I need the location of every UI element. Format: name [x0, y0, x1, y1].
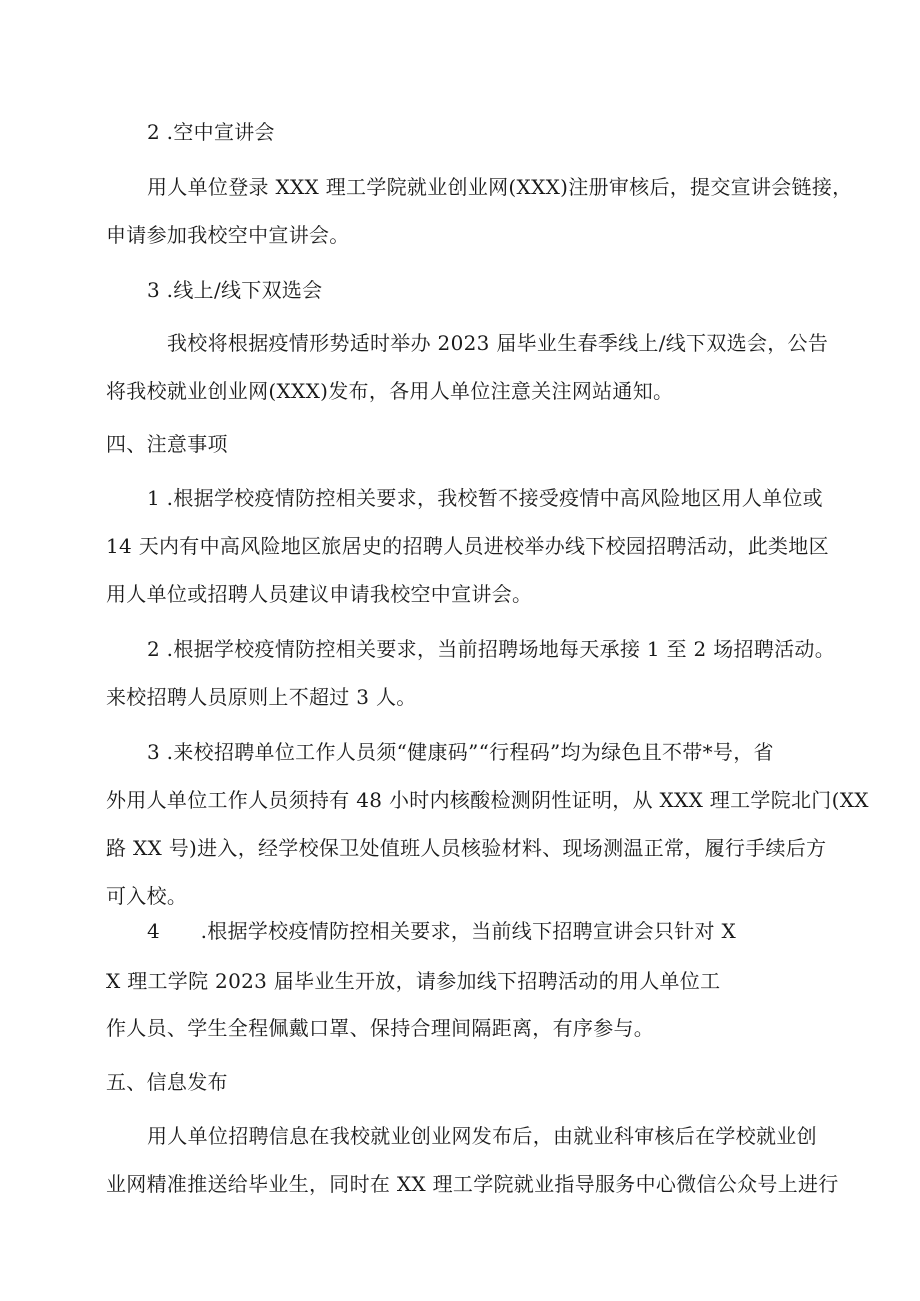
paragraph-line: 2 .根据学校疫情防控相关要求，当前招聘场地每天承接 1 至 2 场招聘活动。 — [147, 637, 836, 661]
paragraph-line: 将我校就业创业网(XXX)发布，各用人单位注意关注网站通知。 — [106, 379, 674, 403]
paragraph-line: 我校将根据疫情形势适时举办 2023 届毕业生春季线上/线下双选会，公告 — [167, 331, 829, 355]
paragraph-line: 用人单位招聘信息在我校就业创业网发布后，由就业科审核后在学校就业创 — [147, 1124, 817, 1148]
section-heading-job-fair: 3 .线上/线下双选会 — [147, 278, 323, 302]
paragraph-line: 业网精准推送给毕业生，同时在 XX 理工学院就业指导服务中心微信公众号上进行 — [106, 1172, 839, 1196]
paragraph-line: 4 .根据学校疫情防控相关要求，当前线下招聘宣讲会只针对 X — [147, 919, 736, 943]
section-heading-air-presentation: 2 .空中宣讲会 — [147, 120, 275, 144]
paragraph-line: 作人员、学生全程佩戴口罩、保持合理间隔距离，有序参与。 — [106, 1016, 655, 1040]
paragraph-line: 申请参加我校空中宣讲会。 — [106, 223, 350, 247]
paragraph-line: 3 .来校招聘单位工作人员须“健康码”“行程码”均为绿色且不带*号，省 — [147, 740, 774, 764]
section-heading-info-release: 五、信息发布 — [106, 1070, 228, 1094]
paragraph-line: 路 XX 号)进入，经学校保卫处值班人员核验材料、现场测温正常，履行手续后方 — [106, 836, 827, 860]
paragraph-line: 用人单位登录 XXX 理工学院就业创业网(XXX)注册审核后，提交宣讲会链接， — [147, 175, 853, 199]
paragraph-line: 用人单位或招聘人员建议申请我校空中宣讲会。 — [106, 582, 533, 606]
paragraph-line: 14 天内有中高风险地区旅居史的招聘人员进校举办线下校园招聘活动，此类地区 — [106, 534, 829, 558]
paragraph-line: 1 .根据学校疫情防控相关要求，我校暂不接受疫情中高风险地区用人单位或 — [147, 486, 823, 510]
paragraph-line: 外用人单位工作人员须持有 48 小时内核酸检测阴性证明，从 XXX 理工学院北门(XX — [106, 788, 869, 812]
section-heading-notes: 四、注意事项 — [106, 432, 228, 456]
paragraph-line: X 理工学院 2023 届毕业生开放，请参加线下招聘活动的用人单位工 — [106, 969, 721, 993]
paragraph-line: 可入校。 — [106, 884, 188, 908]
paragraph-line: 来校招聘人员原则上不超过 3 人。 — [106, 685, 417, 709]
